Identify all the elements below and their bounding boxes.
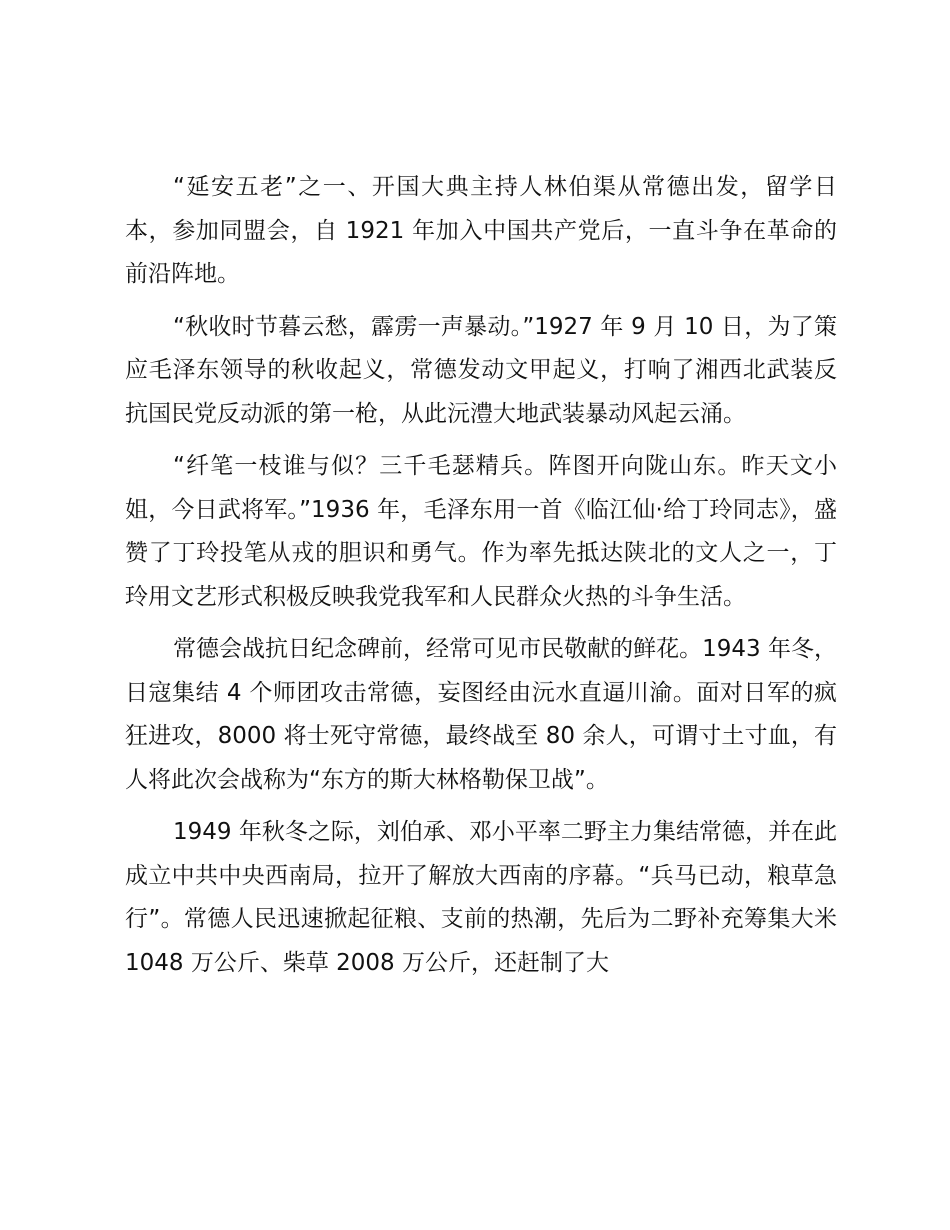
document-body (125, 166, 837, 994)
paragraph-changde-battle: 常德会战抗日纪念碑前，经常可见市民敬献的鲜花。1943 年冬，日寇集结 4 个师团攻击常德，妄图经由沅水直逼川渝。面对日军的疯狂进攻，8000 将士死守常德，最终战至 80 余人，可谓寸土寸血，有人将此次会战称为“东方的斯大林格勒保卫战”。 (125, 636, 837, 793)
paragraph-wenjia-uprising: “秋收时节暮云愁，霹雳一声暴动。”1927 年 9 月 10 日，为了策应毛泽东领导的秋收起义，常德发动文甲起义，打响了湘西北武装反抗国民党反动派的第一枪，从此沅澧大地武装暴动风起云涌。 (125, 313, 837, 427)
paragraph-ding-ling: “纤笔一枝谁与似？三千毛瑟精兵。阵图开向陇山东。昨天文小姐，今日武将军。”1936 年，毛泽东用一首《临江仙·给丁玲同志》，盛赞了丁玲投笔从戎的胆识和勇气。作为率先抵达陕北的文人之一，丁玲用文艺形式积极反映我党我军和人民群众火热的斗争生活。 (125, 453, 837, 610)
paragraph-lin-boqu: “延安五老”之一、开国大典主持人林伯渠从常德出发，留学日本，参加同盟会，自 1921 年加入中国共产党后，一直斗争在革命的前沿阵地。 (125, 174, 837, 287)
paragraph-southwest-liberation: 1949 年秋冬之际，刘伯承、邓小平率二野主力集结常德，并在此成立中共中央西南局，拉开了解放大西南的序幕。“兵马已动，粮草急行”。常德人民迅速掀起征粮、支前的热潮，先后为二野补充筹集大米 1048 万公斤、柴草 2008 万公斤，还赶制了大 (125, 819, 837, 976)
